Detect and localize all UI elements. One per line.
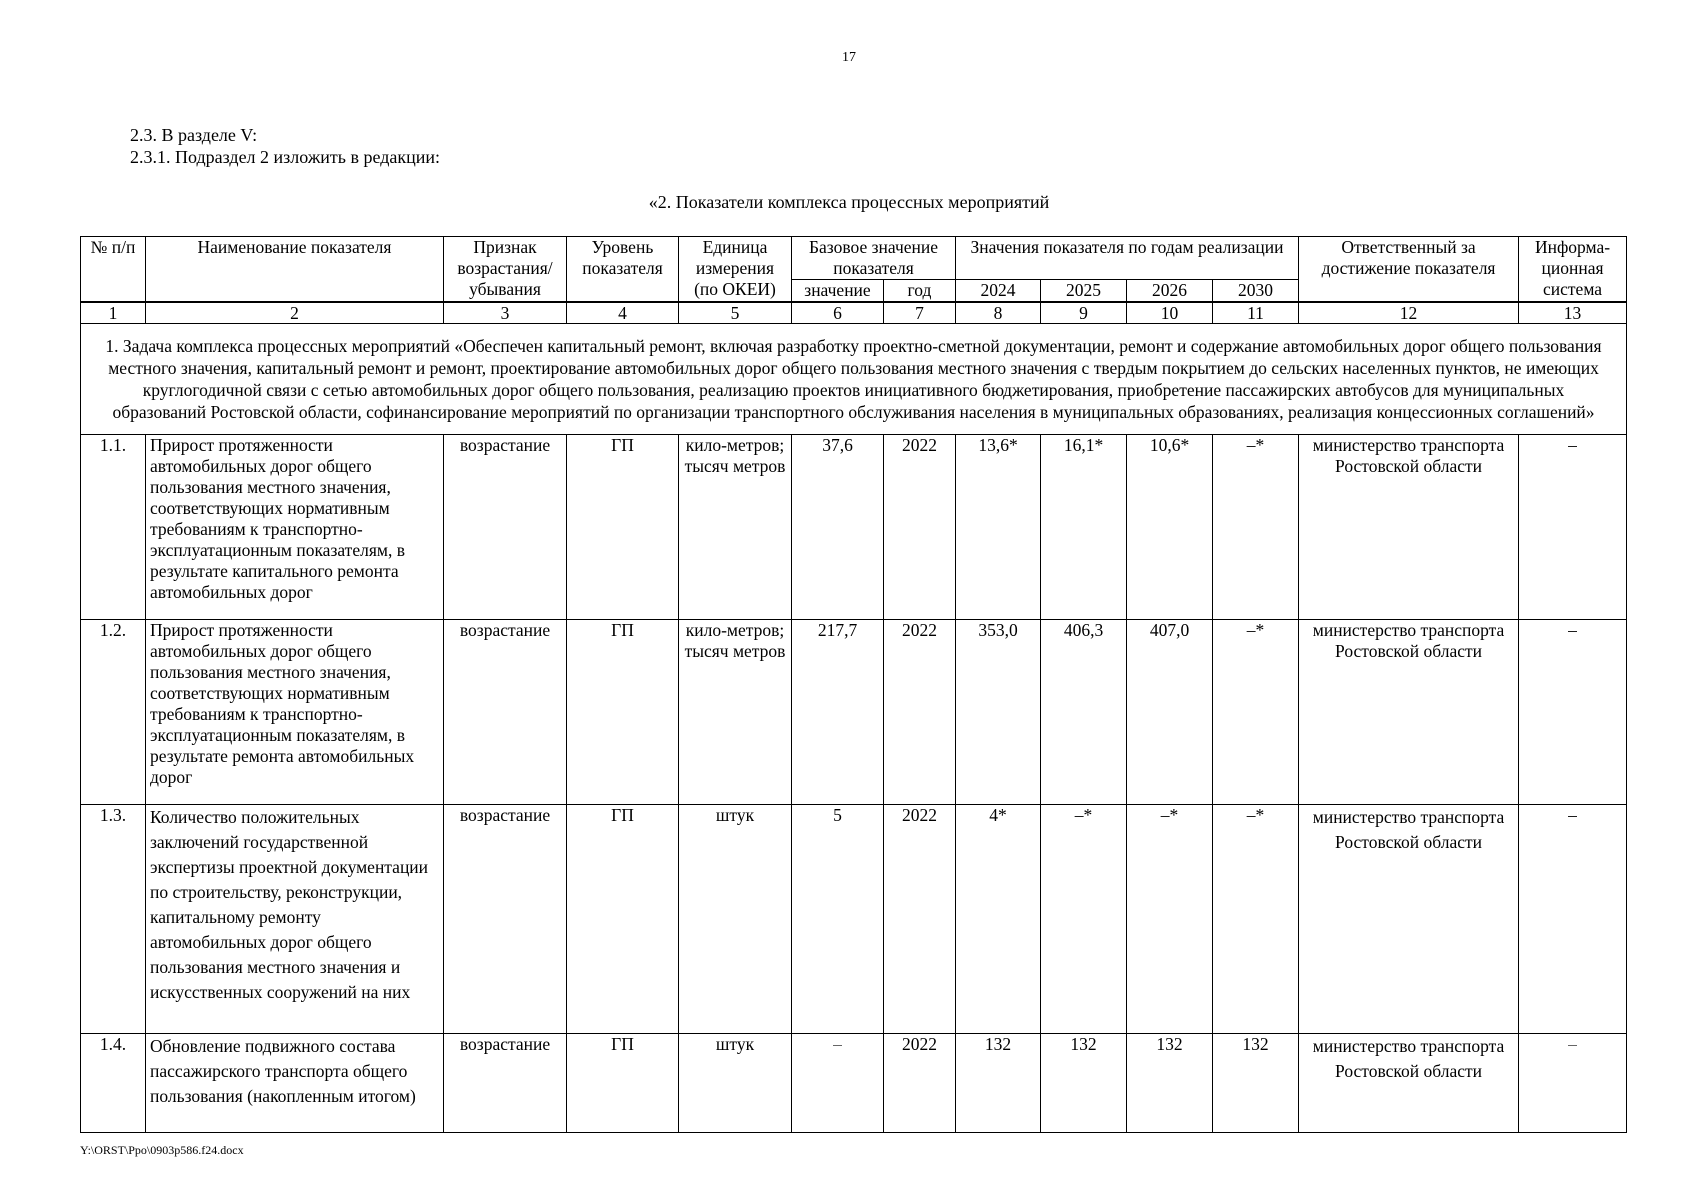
- column-number: 4: [567, 302, 679, 324]
- row-num: 1.1.: [81, 435, 146, 620]
- row-unit: кило-метров; тысяч метров: [679, 435, 792, 620]
- row-value-2025: –*: [1041, 805, 1127, 1034]
- header-unit: Единица измерения (по ОКЕИ): [679, 237, 792, 303]
- row-responsible: министерство транспорта Ростовской области: [1299, 435, 1519, 620]
- column-number: 9: [1041, 302, 1127, 324]
- task-heading: 1. Задача комплекса процессных мероприятий «Обеспечен капитальный ремонт, включая разработку проектно-сметной документации, ремонт и содержание автомобильных дорог общего пользования местного значения, капитальный ремонт и ремонт, проектирование автомобильных дорог общего пользования местного значения с твердым покрытием до сельских населенных пунктов, не имеющих круглогодичной связи с сетью автомобильных дорог общего пользования, реализацию проектов инициативного бюджетирования, приобретение пассажирских автобусов для муниципальных образований Ростовской области, софинансирование мероприятий по организации транспортного обслуживания населения в муниципальных образованиях, реализация концессионных соглашений»: [81, 324, 1627, 435]
- header-year-2025: 2025: [1041, 280, 1127, 303]
- column-number: 3: [444, 302, 567, 324]
- row-level: ГП: [567, 620, 679, 805]
- row-name: Обновление подвижного состава пассажирского транспорта общего пользования (накопленным итогом): [146, 1034, 444, 1133]
- row-level: ГП: [567, 805, 679, 1034]
- page-number: 17: [842, 50, 856, 65]
- column-number: 11: [1213, 302, 1299, 324]
- row-info: –: [1519, 435, 1627, 620]
- row-base-value: 5: [792, 805, 884, 1034]
- column-number: 8: [956, 302, 1041, 324]
- row-name: Количество положительных заключений государственной экспертизы проектной документации по строительству, реконструкции, капитальному ремонту автомобильных дорог общего пользования местного значения и искусственных сооружений на них: [146, 805, 444, 1034]
- row-sign: возрастание: [444, 1034, 567, 1133]
- row-value-2030: –*: [1213, 805, 1299, 1034]
- header-info: Информа-ционная система: [1519, 237, 1627, 303]
- row-base-year: 2022: [884, 435, 956, 620]
- row-value-2025: 132: [1041, 1034, 1127, 1133]
- header-name: Наименование показателя: [146, 237, 444, 303]
- header-num: № п/п: [81, 237, 146, 303]
- row-level: ГП: [567, 435, 679, 620]
- table-row: [81, 620, 1627, 805]
- row-responsible: министерство транспорта Ростовской области: [1299, 1034, 1519, 1133]
- row-unit: штук: [679, 805, 792, 1034]
- row-value-2030: –*: [1213, 620, 1299, 805]
- row-value-2030: 132: [1213, 1034, 1299, 1133]
- row-info: –: [1519, 805, 1627, 1034]
- row-sign: возрастание: [444, 620, 567, 805]
- row-num: 1.2.: [81, 620, 146, 805]
- row-value-2024: 132: [956, 1034, 1041, 1133]
- row-base-year: 2022: [884, 1034, 956, 1133]
- row-responsible: министерство транспорта Ростовской области: [1299, 620, 1519, 805]
- column-number: 6: [792, 302, 884, 324]
- row-value-2025: 16,1*: [1041, 435, 1127, 620]
- header-level: Уровень показателя: [567, 237, 679, 303]
- column-number: 1: [81, 302, 146, 324]
- row-unit: кило-метров; тысяч метров: [679, 620, 792, 805]
- row-value-2026: –*: [1127, 805, 1213, 1034]
- row-num: 1.4.: [81, 1034, 146, 1133]
- row-value-2024: 353,0: [956, 620, 1041, 805]
- row-base-value: 37,6: [792, 435, 884, 620]
- column-number: 5: [679, 302, 792, 324]
- header-year-2024: 2024: [956, 280, 1041, 303]
- section-title: «2. Показатели комплекса процессных мероприятий: [648, 192, 1050, 212]
- row-base-year: 2022: [884, 620, 956, 805]
- header-values: Значения показателя по годам реализации: [956, 237, 1299, 280]
- intro-line-1: 2.3. В разделе V:: [130, 125, 258, 145]
- row-value-2026: 10,6*: [1127, 435, 1213, 620]
- row-base-value: 217,7: [792, 620, 884, 805]
- column-numbers-row: [81, 302, 1627, 324]
- row-sign: возрастание: [444, 805, 567, 1034]
- header-year-2026: 2026: [1127, 280, 1213, 303]
- column-number: 12: [1299, 302, 1519, 324]
- header-base-value: значение: [792, 280, 884, 303]
- row-base-value: –: [792, 1034, 884, 1133]
- row-responsible: министерство транспорта Ростовской области: [1299, 805, 1519, 1034]
- column-number: 10: [1127, 302, 1213, 324]
- row-value-2025: 406,3: [1041, 620, 1127, 805]
- column-number: 2: [146, 302, 444, 324]
- row-info: –: [1519, 620, 1627, 805]
- row-value-2024: 4*: [956, 805, 1041, 1034]
- header-responsible: Ответственный за достижение показателя: [1299, 237, 1519, 303]
- header-sign: Признак возрастания/ убывания: [444, 237, 567, 303]
- header-base-year: год: [884, 280, 956, 303]
- row-base-year: 2022: [884, 805, 956, 1034]
- column-number: 7: [884, 302, 956, 324]
- row-value-2024: 13,6*: [956, 435, 1041, 620]
- row-unit: штук: [679, 1034, 792, 1133]
- column-number: 13: [1519, 302, 1627, 324]
- row-num: 1.3.: [81, 805, 146, 1034]
- header-base: Базовое значение показателя: [792, 237, 956, 280]
- intro-line-2: 2.3.1. Подраздел 2 изложить в редакции:: [130, 147, 441, 167]
- row-level: ГП: [567, 1034, 679, 1133]
- row-value-2030: –*: [1213, 435, 1299, 620]
- row-value-2026: 407,0: [1127, 620, 1213, 805]
- row-info: –: [1519, 1034, 1627, 1133]
- row-sign: возрастание: [444, 435, 567, 620]
- indicators-table: [80, 236, 1627, 1133]
- table-row: [81, 435, 1627, 620]
- table-row: [81, 1034, 1627, 1133]
- header-year-2030: 2030: [1213, 280, 1299, 303]
- table-row: [81, 805, 1627, 1034]
- file-path-footer: Y:\ORST\Ppo\0903p586.f24.docx: [80, 1143, 244, 1157]
- row-name: Прирост протяженности автомобильных дорог общего пользования местного значения, соответствующих нормативным требованиям к транспортно-эксплуатационным показателям, в результате ремонта автомобильных дорог: [146, 620, 444, 805]
- row-value-2026: 132: [1127, 1034, 1213, 1133]
- row-name: Прирост протяженности автомобильных дорог общего пользования местного значения, соответствующих нормативным требованиям к транспортно-эксплуатационным показателям, в результате капитального ремонта автомобильных дорог: [146, 435, 444, 620]
